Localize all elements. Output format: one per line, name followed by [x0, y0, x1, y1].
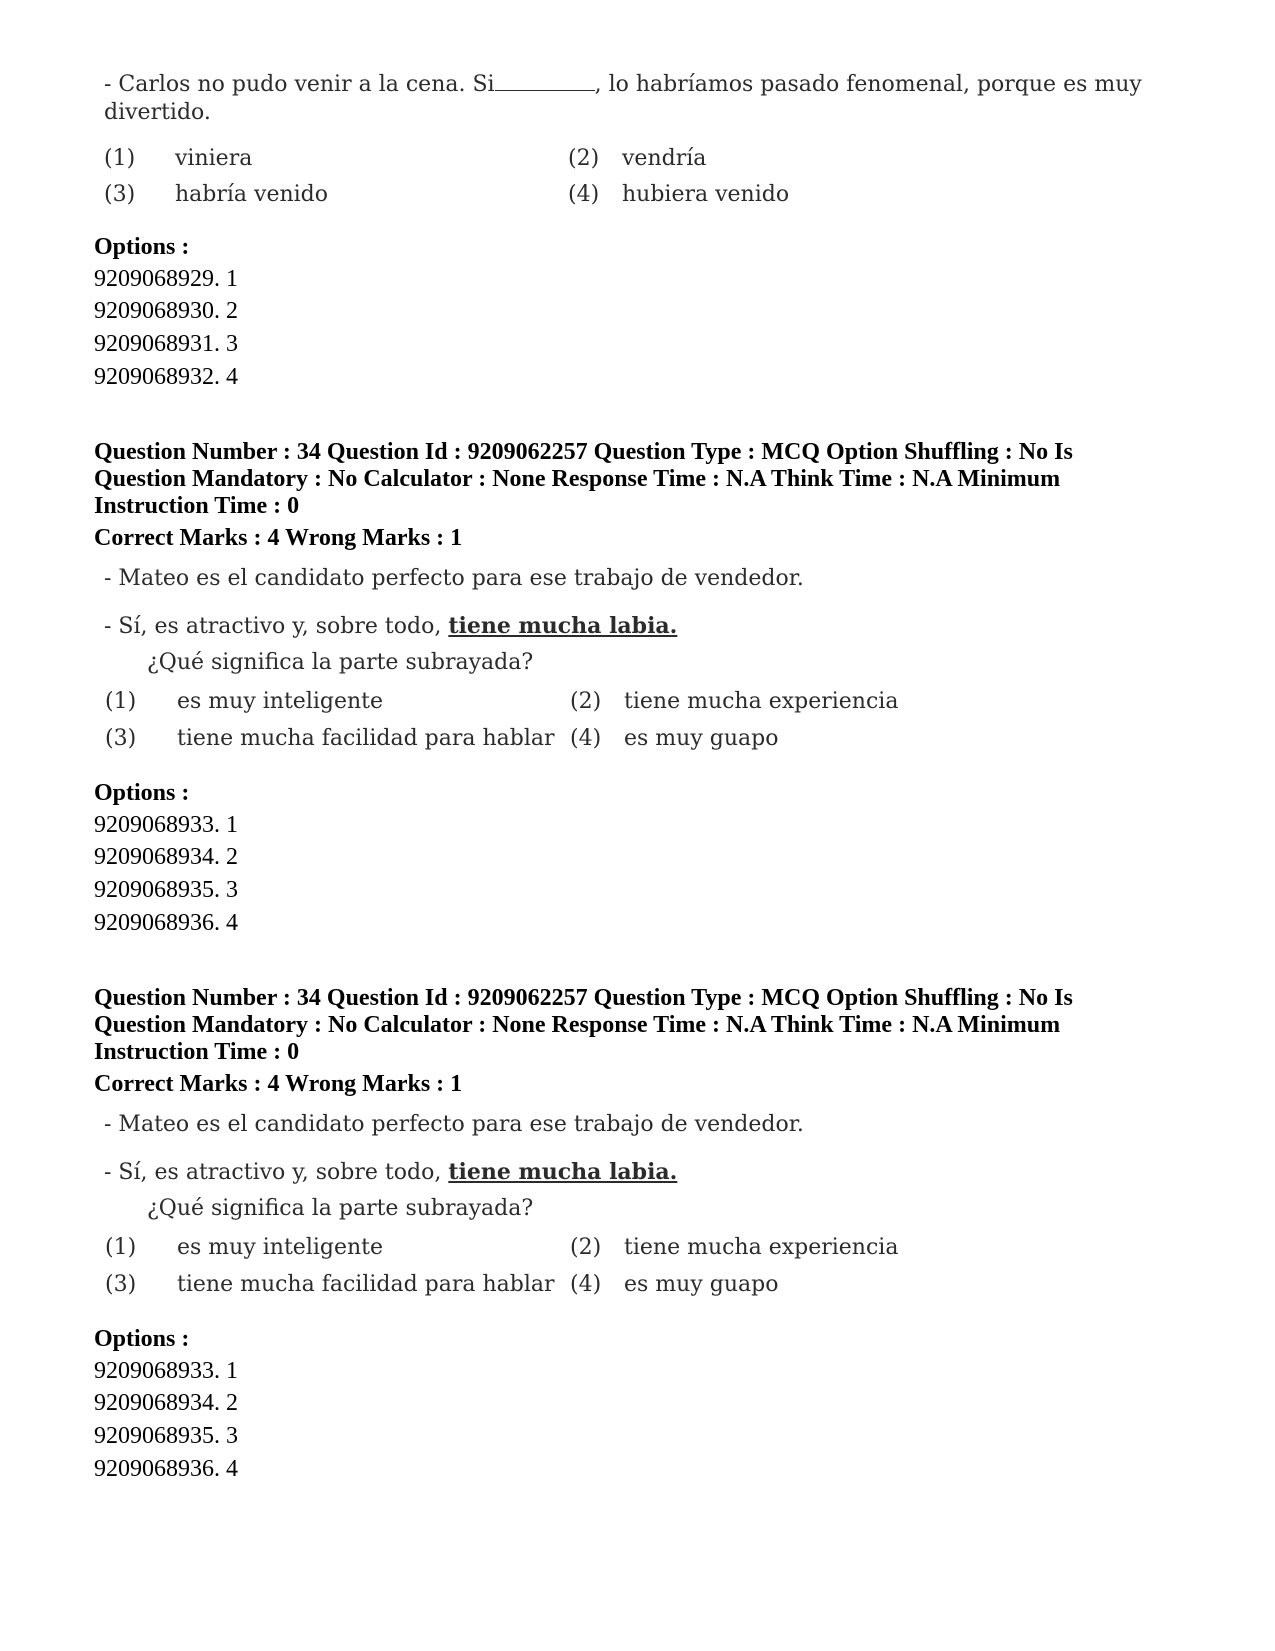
choice-text: viniera: [175, 146, 253, 171]
question-meta-line1: Question Number : 34 Question Id : 9209062257 Question Type : MCQ Option Shuffling : No Is: [94, 985, 1073, 1011]
dialog-prefix: - Sí, es atractivo y, sobre todo,: [104, 1160, 442, 1185]
choice-text: tiene mucha facilidad para hablar: [177, 1272, 555, 1297]
choice-number: (1): [105, 1235, 137, 1260]
question-prompt: ¿Qué significa la parte subrayada?: [147, 1196, 534, 1221]
dialog-prefix: - Sí, es atractivo y, sobre todo,: [104, 614, 442, 639]
question-text-start: - Carlos no pudo venir a la cena. Si: [104, 72, 495, 97]
choice-text: es muy inteligente: [177, 1235, 384, 1260]
option-id: 9209068933. 1: [94, 812, 238, 838]
question-text-line2: divertido.: [104, 100, 211, 125]
choice-number: (2): [568, 146, 600, 171]
question-meta-line3: Instruction Time : 0: [94, 493, 300, 519]
dialog-line2: [104, 1159, 677, 1185]
choice-number: (1): [104, 146, 136, 171]
option-id: 9209068932. 4: [94, 364, 238, 390]
dialog-line2: [104, 613, 677, 639]
underlined-phrase: tiene mucha labia.: [448, 613, 678, 639]
choice-number: (3): [105, 1272, 137, 1297]
underlined-phrase: tiene mucha labia.: [448, 1159, 678, 1185]
option-id: 9209068930. 2: [94, 298, 238, 324]
choice-number: (4): [570, 1272, 602, 1297]
option-id: 9209068934. 2: [94, 844, 238, 870]
choice-text: hubiera venido: [622, 182, 790, 207]
choice-number: (3): [105, 726, 137, 751]
question-marks: Correct Marks : 4 Wrong Marks : 1: [94, 1071, 463, 1097]
option-id: 9209068936. 4: [94, 910, 238, 936]
choice-text: es muy guapo: [624, 726, 779, 751]
choice-text: vendría: [622, 146, 707, 171]
options-heading: Options :: [94, 234, 190, 260]
fill-blank: [495, 72, 595, 91]
choice-text: tiene mucha facilidad para hablar: [177, 726, 555, 751]
option-id: 9209068934. 2: [94, 1390, 238, 1416]
option-id: 9209068935. 3: [94, 1423, 238, 1449]
option-id: 9209068933. 1: [94, 1358, 238, 1384]
choice-text: es muy inteligente: [177, 689, 384, 714]
choice-number: (3): [104, 182, 136, 207]
dialog-line1: - Mateo es el candidato perfecto para ese trabajo de vendedor.: [104, 566, 804, 591]
question-meta-line1: Question Number : 34 Question Id : 9209062257 Question Type : MCQ Option Shuffling : No Is: [94, 439, 1073, 465]
question-prompt: ¿Qué significa la parte subrayada?: [147, 650, 534, 675]
choice-number: (4): [570, 726, 602, 751]
question-text-line1: [104, 72, 1142, 97]
question-marks: Correct Marks : 4 Wrong Marks : 1: [94, 525, 463, 551]
option-id: 9209068931. 3: [94, 331, 238, 357]
question-text-end: , lo habríamos pasado fenomenal, porque es muy: [594, 72, 1142, 97]
option-id: 9209068936. 4: [94, 1456, 238, 1482]
question-meta-line2: Question Mandatory : No Calculator : None Response Time : N.A Think Time : N.A Minimum: [94, 466, 1061, 492]
options-heading: Options :: [94, 780, 190, 806]
choice-text: tiene mucha experiencia: [624, 1235, 899, 1260]
choice-text: es muy guapo: [624, 1272, 779, 1297]
dialog-line1: - Mateo es el candidato perfecto para ese trabajo de vendedor.: [104, 1112, 804, 1137]
choice-text: tiene mucha experiencia: [624, 689, 899, 714]
question-meta-line2: Question Mandatory : No Calculator : None Response Time : N.A Think Time : N.A Minimum: [94, 1012, 1061, 1038]
choice-text: habría venido: [175, 182, 329, 207]
options-heading: Options :: [94, 1326, 190, 1352]
choice-number: (1): [105, 689, 137, 714]
choice-number: (2): [570, 1235, 602, 1260]
choice-number: (2): [570, 689, 602, 714]
option-id: 9209068929. 1: [94, 266, 238, 292]
choice-number: (4): [568, 182, 600, 207]
question-meta-line3: Instruction Time : 0: [94, 1039, 300, 1065]
option-id: 9209068935. 3: [94, 877, 238, 903]
